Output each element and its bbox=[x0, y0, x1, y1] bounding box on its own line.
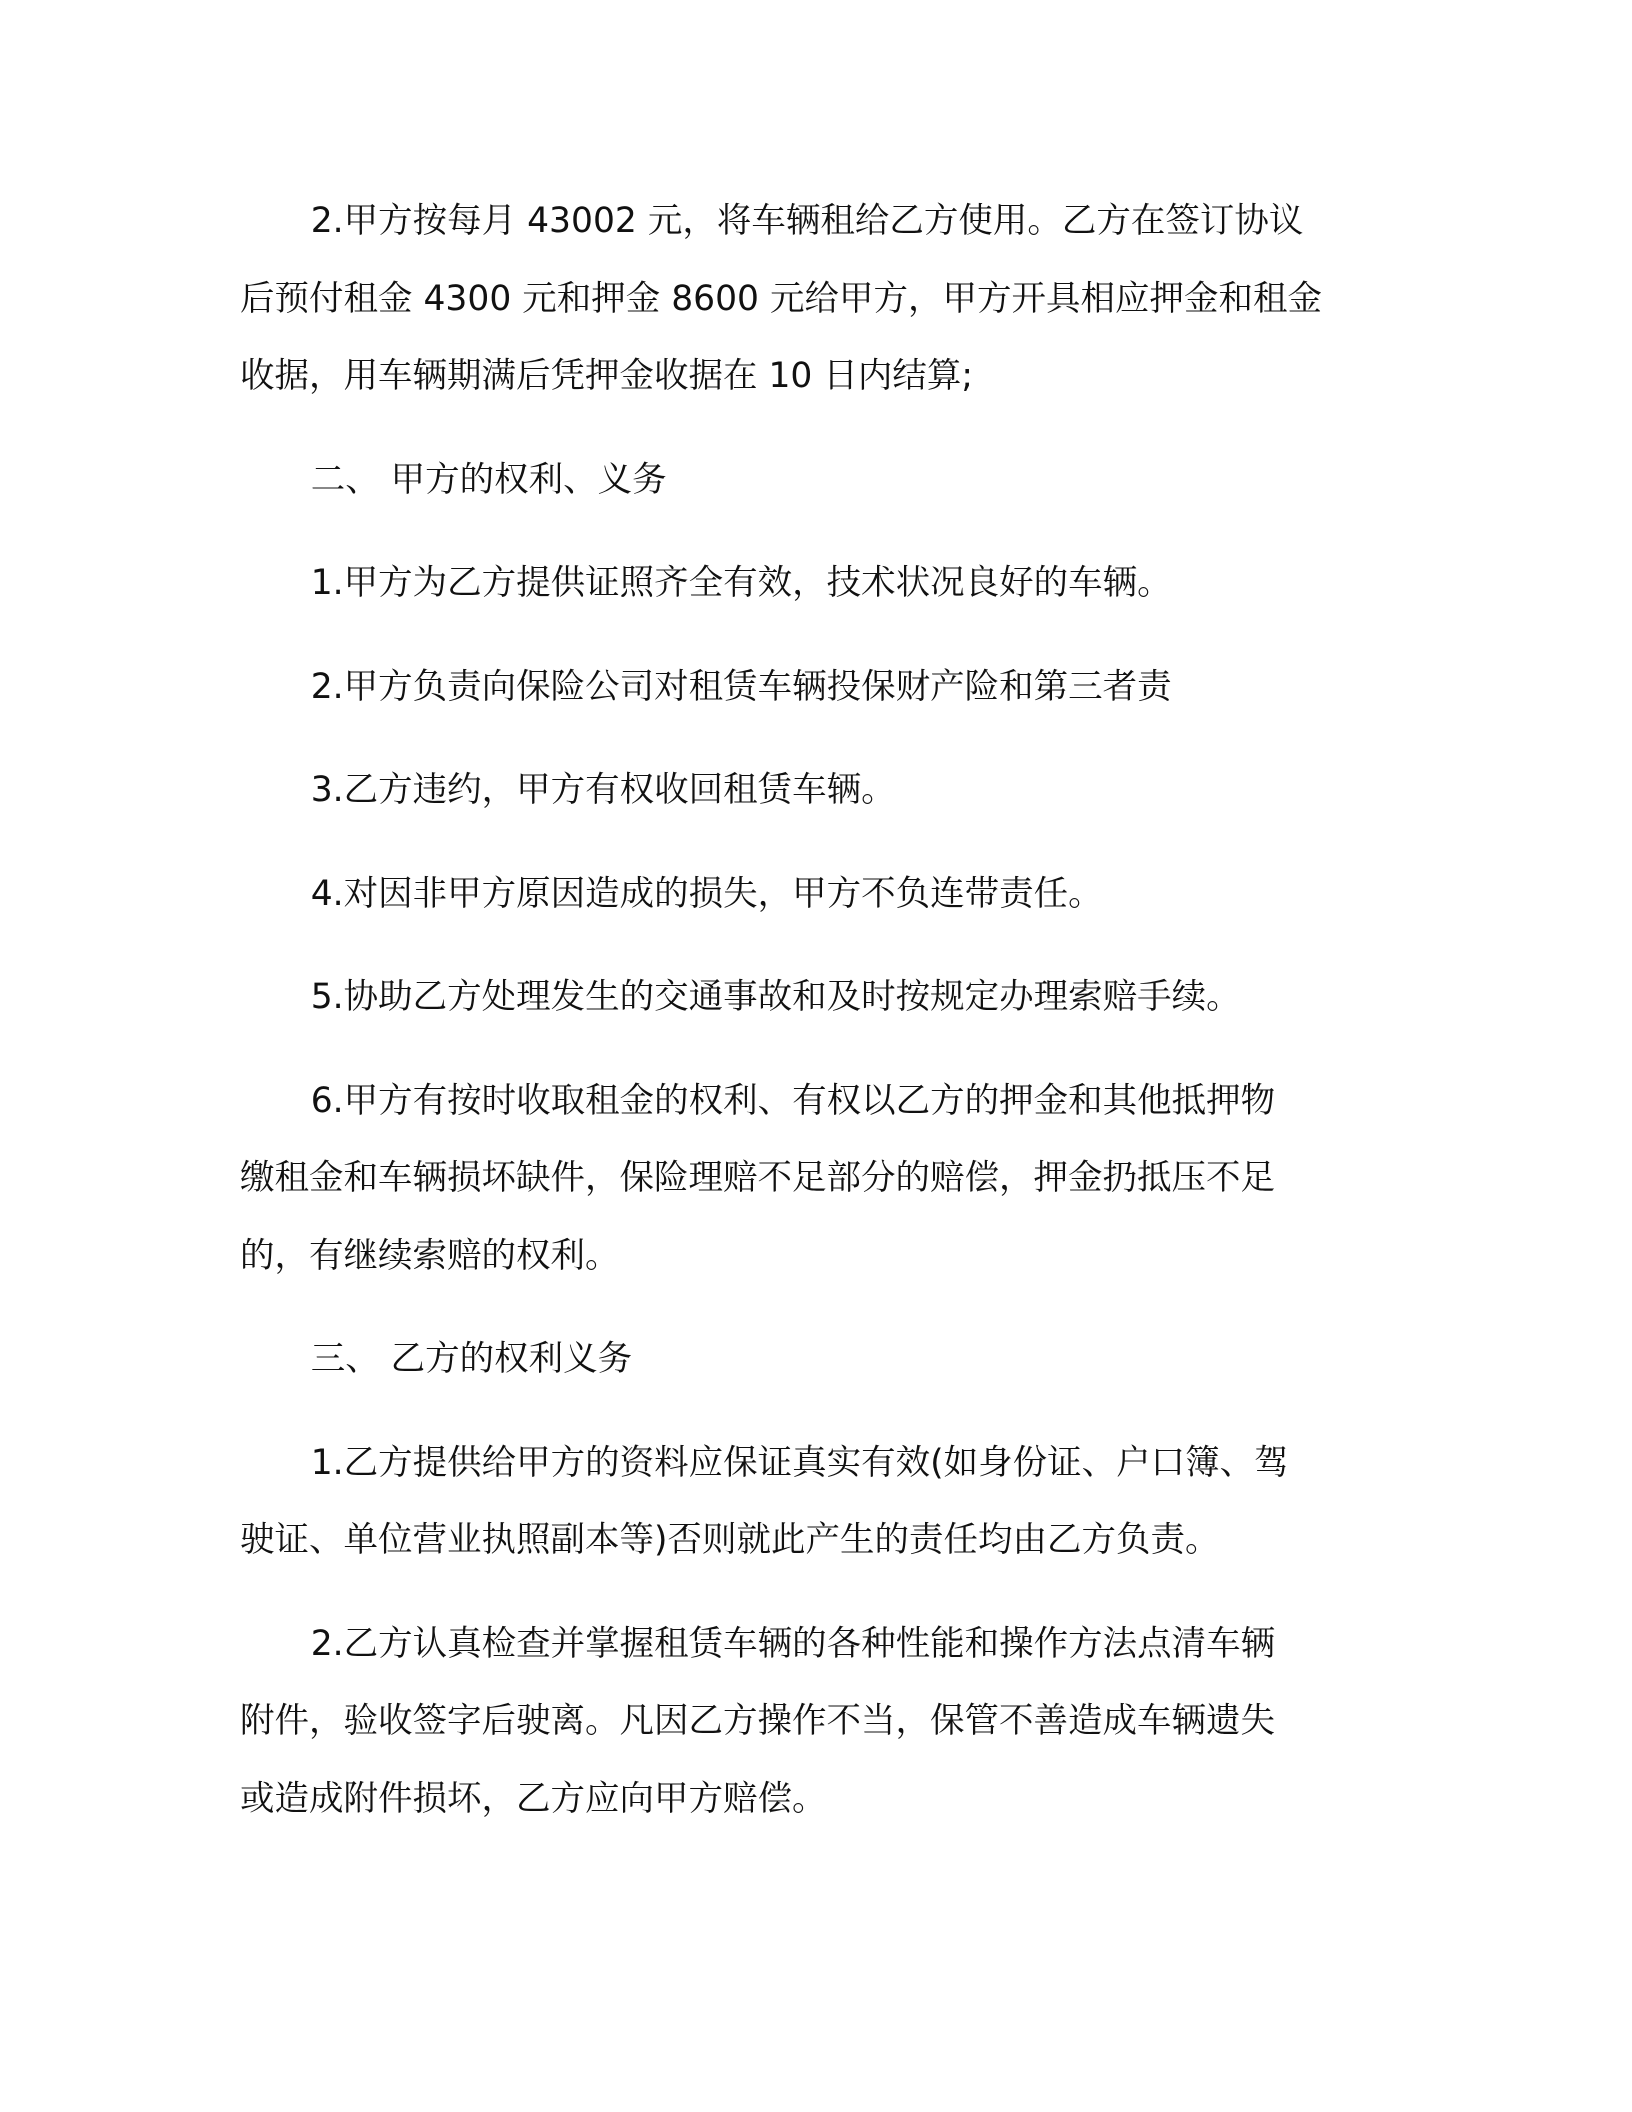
text-line: 5.协助乙方处理发生的交通事故和及时按规定办理索赔手续。 bbox=[310, 977, 1241, 1017]
paragraph-a-item-2 bbox=[240, 649, 1390, 727]
text-line: 3.乙方违约，甲方有权收回租赁车辆。 bbox=[310, 770, 896, 810]
paragraph-spacer bbox=[240, 1399, 1390, 1425]
text-line: 附件，验收签字后驶离。凡因乙方操作不当，保管不善造成车辆遗失 bbox=[240, 1701, 1275, 1741]
heading-line: 三、 乙方的权利义务 bbox=[310, 1339, 633, 1379]
paragraph-rent-terms bbox=[240, 183, 1390, 416]
paragraph-a-item-5 bbox=[240, 959, 1390, 1037]
text-line: 2.乙方认真检查并掌握租赁车辆的各种性能和操作方法点清车辆 bbox=[310, 1623, 1276, 1664]
section-heading-party-a bbox=[240, 442, 1390, 520]
paragraph-spacer bbox=[240, 1037, 1390, 1063]
text-line: 或造成附件损坏，乙方应向甲方赔偿。 bbox=[240, 1778, 827, 1819]
heading-line: 二、 甲方的权利、义务 bbox=[310, 459, 667, 500]
paragraph-spacer bbox=[240, 416, 1390, 442]
paragraph-spacer bbox=[240, 623, 1390, 649]
text-line: 4.对因非甲方原因造成的损失，甲方不负连带责任。 bbox=[310, 873, 1103, 914]
paragraph-spacer bbox=[240, 726, 1390, 752]
paragraph-spacer bbox=[240, 1580, 1390, 1606]
document-body bbox=[240, 183, 1390, 1838]
paragraph-b-item-1 bbox=[240, 1425, 1390, 1580]
section-heading-party-b bbox=[240, 1321, 1390, 1399]
text-line: 收据，用车辆期满后凭押金收据在 10 日内结算; bbox=[240, 356, 973, 396]
text-line: 驶证、单位营业执照副本等)否则就此产生的责任均由乙方负责。 bbox=[240, 1520, 1220, 1560]
paragraph-spacer bbox=[240, 519, 1390, 545]
paragraph-a-item-6 bbox=[240, 1063, 1390, 1296]
paragraph-spacer bbox=[240, 830, 1390, 856]
text-line: 6.甲方有按时收取租金的权利、有权以乙方的押金和其他抵押物 bbox=[310, 1080, 1276, 1121]
text-line: 1.甲方为乙方提供证照齐全有效，技术状况良好的车辆。 bbox=[310, 563, 1172, 603]
text-line: 1.乙方提供给甲方的资料应保证真实有效(如身份证、户口簿、驾 bbox=[310, 1442, 1289, 1483]
text-line: 2.甲方负责向保险公司对租赁车辆投保财产险和第三者责 bbox=[310, 666, 1172, 707]
paragraph-spacer bbox=[240, 1295, 1390, 1321]
paragraph-a-item-1 bbox=[240, 545, 1390, 623]
paragraph-a-item-3 bbox=[240, 752, 1390, 830]
paragraph-a-item-4 bbox=[240, 856, 1390, 934]
paragraph-spacer bbox=[240, 933, 1390, 959]
paragraph-b-item-2 bbox=[240, 1606, 1390, 1839]
text-line: 2.甲方按每月 43002 元，将车辆租给乙方使用。乙方在签订协议 bbox=[310, 201, 1304, 241]
text-line: 缴租金和车辆损坏缺件，保险理赔不足部分的赔偿，押金扔抵压不足 bbox=[240, 1158, 1275, 1198]
text-line: 后预付租金 4300 元和押金 8600 元给甲方，甲方开具相应押金和租金 bbox=[240, 278, 1322, 319]
text-line: 的，有继续索赔的权利。 bbox=[240, 1235, 620, 1276]
